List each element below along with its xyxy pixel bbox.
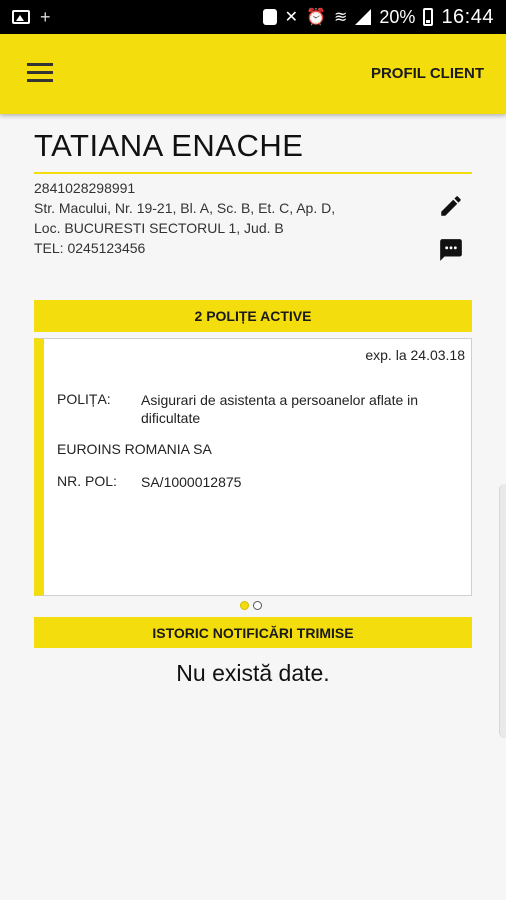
alarm-icon: ⏰ [306,9,326,26]
image-notification-icon [12,10,30,24]
policy-number-label: NR. POL: [57,473,117,489]
plus-notification-icon: + [40,6,51,27]
pencil-edit-icon[interactable] [438,193,464,219]
policy-type: Asigurari de asistenta a persoanelor aflate in dificultate [141,392,419,426]
mute-icon: ✕ [284,9,299,26]
insurer-name: EUROINS ROMANIA SA [57,441,212,457]
signal-icon [355,9,371,25]
lock-icon [263,9,277,25]
pager-dot-1[interactable] [240,601,249,610]
name-divider [34,172,472,174]
client-name: TATIANA ENACHE [34,128,304,163]
battery-icon [423,8,433,26]
client-address-line1: Str. Macului, Nr. 19-21, Bl. A, Sc. B, Et. C, Ap. D, [34,200,336,216]
policy-expiry: exp. la 24.03.18 [365,347,465,363]
notifications-history-header: ISTORIC NOTIFICĂRI TRIMISE [34,617,472,648]
client-address-line2: Loc. BUCURESTI SECTORUL 1, Jud. B [34,220,284,236]
empty-state-message: Nu există date. [176,660,330,686]
clock: 16:44 [441,5,494,28]
policy-label: POLIȚA: [57,391,111,407]
status-bar [0,0,506,34]
app-bar [0,34,506,114]
status-left [12,7,51,28]
battery-percent: 20% [379,6,416,27]
wifi-icon: ≋ [334,9,348,26]
hamburger-menu-icon[interactable] [27,63,53,83]
card-pager [240,601,262,610]
policy-card[interactable] [34,338,472,596]
active-policies-header: 2 POLIȚE ACTIVE [34,300,472,332]
pager-dot-2[interactable] [253,601,262,610]
edge-panel-handle[interactable] [499,484,506,738]
status-right [263,6,494,29]
policy-number: SA/1000012875 [141,474,242,490]
page-title: PROFIL CLIENT [370,65,484,82]
client-cnp: 2841028298991 [34,180,136,196]
chat-message-icon[interactable] [438,237,464,263]
client-phone: TEL: 0245123456 [34,240,146,256]
